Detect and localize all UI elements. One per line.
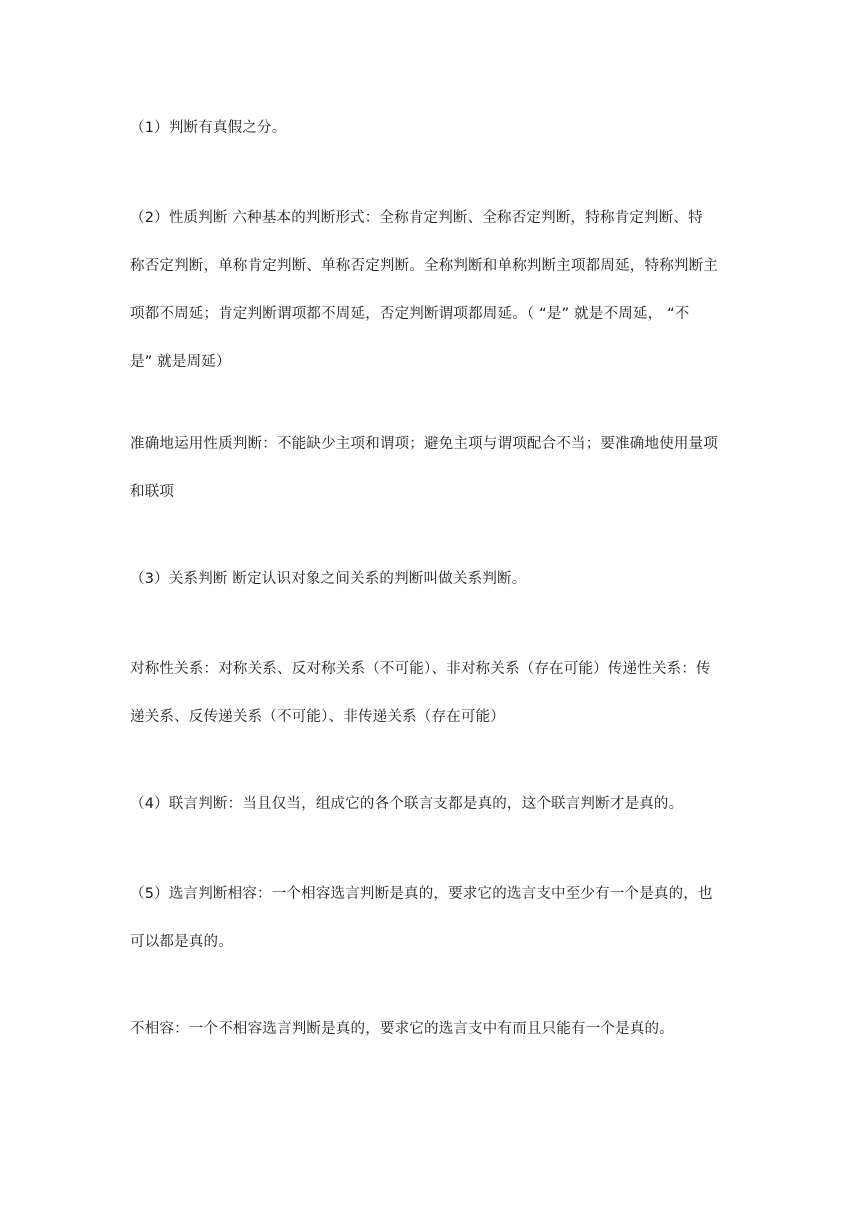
text-line: 可以都是真的。 [130,934,233,950]
paragraph-compatible-disjunctive [130,870,734,966]
paragraph-conjunctive-judgment [130,780,734,828]
text-line: （5）选言判断相容：一个相容选言判断是真的，要求它的选言支中至少有一个是真的，也 [130,886,713,902]
text-line: 准确地运用性质判断：不能缺少主项和谓项；避免主项与谓项配合不当；要准确地使用量项 [130,436,718,452]
text-line: 称否定判断，单称肯定判断、单称否定判断。全称判断和单称判断主项都周延，特称判断主 [130,258,718,274]
text-line: 递关系、反传递关系（不可能）、非传递关系（存在可能） [130,709,505,725]
paragraph-incompatible-disjunctive [130,1005,734,1053]
paragraph-property-judgment [130,194,734,386]
text-line: （2）性质判断 六种基本的判断形式：全称肯定判断、全称否定判断，特称肯定判断、特 [130,210,703,226]
text-line: （1）判断有真假之分。 [130,120,287,136]
text-line: 是” 就是周延） [130,354,231,370]
text-line: （3）关系判断 断定认识对象之间关系的判断叫做关系判断。 [130,571,527,587]
text-line: 和联项 [130,484,175,500]
paragraph-relation-judgment [130,555,734,603]
paragraph-judgment-truth [130,104,734,152]
paragraph-using-property-judgment [130,420,734,516]
text-line: 项都不周延；肯定判断谓项都不周延，否定判断谓项都周延。（ “是” 就是不周延， “不 [130,306,690,322]
text-line: 不相容：一个不相容选言判断是真的，要求它的选言支中有而且只能有一个是真的。 [130,1021,674,1037]
text-line: （4）联言判断：当且仅当，组成它的各个联言支都是真的，这个联言判断才是真的。 [130,796,684,812]
text-line: 对称性关系：对称关系、反对称关系（不可能）、非对称关系（存在可能）传递性关系：传 [130,661,711,677]
paragraph-symmetry-relations [130,645,734,741]
